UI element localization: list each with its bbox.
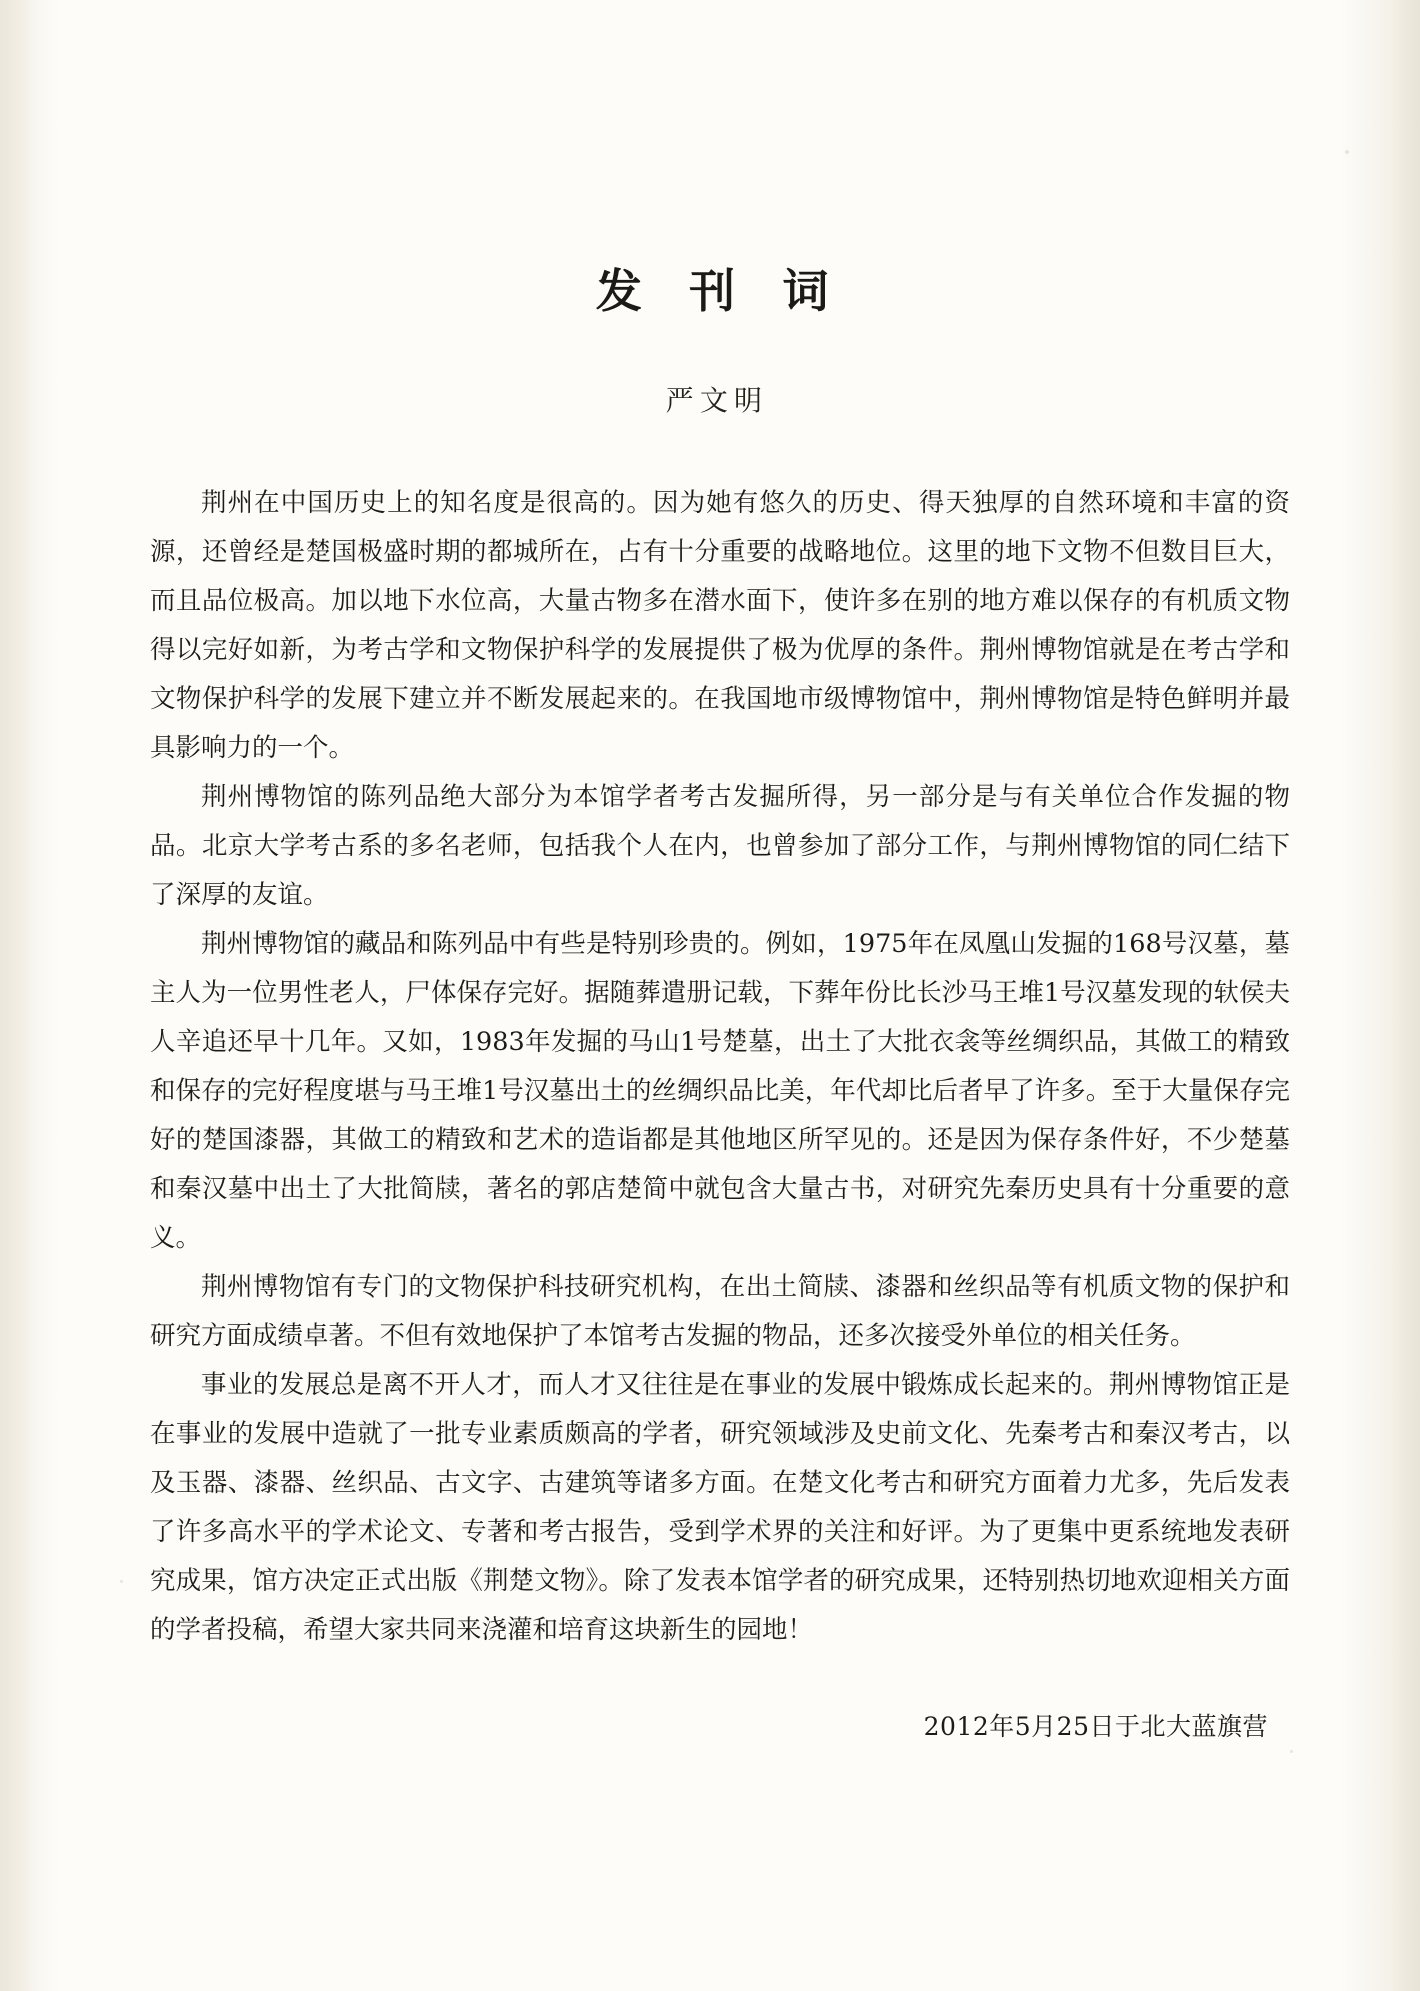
- paragraph: 荆州博物馆有专门的文物保护科技研究机构，在出土简牍、漆器和丝织品等有机质文物的保护和研究方面成绩卓著。不但有效地保护了本馆考古发掘的物品，还多次接受外单位的相关任务。: [150, 1272, 1290, 1351]
- article-body: [150, 479, 1290, 1655]
- page-content: [150, 0, 1290, 1743]
- paragraph: 荆州博物馆的陈列品绝大部分为本馆学者考古发掘所得，另一部分是与有关单位合作发掘的物品。北京大学考古系的多名老师，包括我个人在内，也曾参加了部分工作，与荆州博物馆的同仁结下了深厚的友谊。: [150, 782, 1290, 910]
- paragraph: 荆州在中国历史上的知名度是很高的。因为她有悠久的历史、得天独厚的自然环境和丰富的资源，还曾经是楚国极盛时期的都城所在，占有十分重要的战略地位。这里的地下文物不但数目巨大，而且品位极高。加以地下水位高，大量古物多在潜水面下，使许多在别的地方难以保存的有机质文物得以完好如新，为考古学和文物保护科学的发展提供了极为优厚的条件。荆州博物馆就是在考古学和文物保护科学的发展下建立并不断发展起来的。在我国地市级博物馆中，荆州博物馆是特色鲜明并最具影响力的一个。: [150, 488, 1290, 763]
- author-name: 严文明: [665, 384, 769, 417]
- scan-speck: [120, 1580, 123, 1583]
- signature-date: 2012年5月25日于北大蓝旗营: [923, 1712, 1268, 1741]
- page-title: 发 刊 词: [595, 264, 845, 318]
- paragraph: 荆州博物馆的藏品和陈列品中有些是特别珍贵的。例如，1975年在凤凰山发掘的168号汉墓，墓主人为一位男性老人，尸体保存完好。据随葬遣册记载，下葬年份比长沙马王堆1号汉墓发现的轪侯夫人辛追还早十几年。又如，1983年发掘的马山1号楚墓，出土了大批衣衾等丝绸织品，其做工的精致和保存的完好程度堪与马王堆1号汉墓出土的丝绸织品比美，年代却比后者早了许多。至于大量保存完好的楚国漆器，其做工的精致和艺术的造诣都是其他地区所罕见的。还是因为保存条件好，不少楚墓和秦汉墓中出土了大批简牍，著名的郭店楚简中就包含大量古书，对研究先秦历史具有十分重要的意义。: [150, 929, 1290, 1253]
- scan-speck: [1345, 150, 1349, 154]
- scan-speck: [1290, 1750, 1293, 1753]
- paragraph: 事业的发展总是离不开人才，而人才又往往是在事业的发展中锻炼成长起来的。荆州博物馆正是在事业的发展中造就了一批专业素质颇高的学者，研究领域涉及史前文化、先秦考古和秦汉考古，以及玉器、漆器、丝织品、古文字、古建筑等诸多方面。在楚文化考古和研究方面着力尤多，先后发表了许多高水平的学术论文、专著和考古报告，受到学术界的关注和好评。为了更集中更系统地发表研究成果，馆方决定正式出版《荆楚文物》。除了发表本馆学者的研究成果，还特别热切地欢迎相关方面的学者投稿，希望大家共同来浇灌和培育这块新生的园地！: [150, 1370, 1290, 1645]
